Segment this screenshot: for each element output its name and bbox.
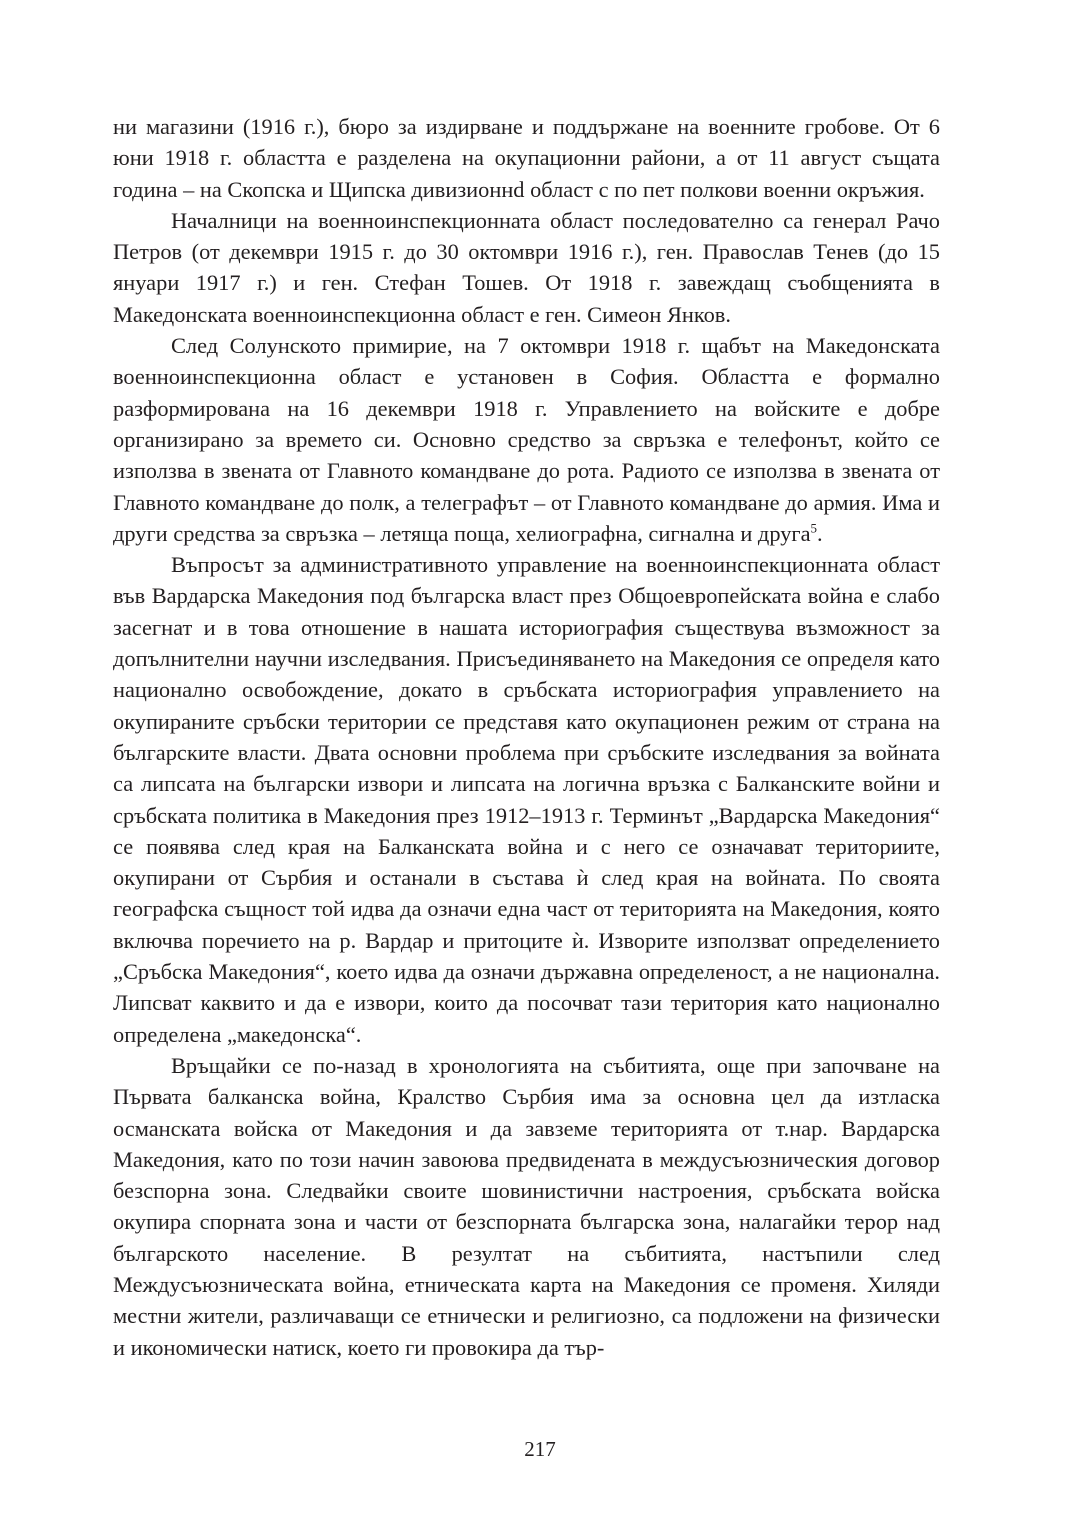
page-number: 217	[524, 1437, 556, 1461]
paragraph-1-text: ни магазини (1916 г.), бюро за издирване и поддържане на военните гробове. От 6 юни 1918 г. областта е разделена на окупационни райони, а от 11 август същата година – на Скопска и Щипска дивизионнd област с по пет полкови военни окръжия.	[113, 114, 940, 202]
paragraph-4	[113, 549, 940, 1050]
paragraph-2-text: Началници на военноинспекционната област последователно са генерал Рачо Петров (от декември 1915 г. до 30 октомври 1916 г.), ген. Православ Тенев (до 15 януари 1917 г.) и ген. Стефан Тошев. От 1918 г. завеждащ съобщенията в Македонската военноинспекционна област е ген. Симеон Янков.	[113, 207, 940, 327]
footnote-reference: 5	[810, 520, 818, 536]
paragraph-3-text: След Солунското примирие, на 7 октомври 1918 г. щабът на Македонската военноинспекционна област е установен в София. Областта е формално разформирована на 16 декември 1918 г. Управлението на войските е добре организирано за времето си. Основно средство за свръзка е телефонът, който се използва в звената от Главното командване до рота. Радиото се използва в звената от Главното командване до полк, а телеграфът – от Главното командване до армия. Има и други средства за свръзка – летяща поща, хелиографна, сигнална и друга	[113, 333, 940, 546]
paragraph-5-text: Връщайки се по-назад в хронологията на събитията, още при започване на Първата балканска война, Кралство Сърбия има за основна цел да изтласка османската войска от Македония и да завземе територията от т.нар. Вардарска Македония, като по този начин завоюва предвидената в междусъюзническия договор безспорна зона. Следвайки своите шовинистични настроения, сръбската войска окупира спорната зона и части от безспорната българска зона, налагайки терор над българското население. В резултат на събитията, настъпили след Междусъюзническата война, етническата карта на Македония се променя. Хиляди местни жители, различаващи се етнически и религиозно, са подложени на физически и икономически натиск, което ги провокира да тър-	[113, 1052, 940, 1360]
paragraph-1	[113, 111, 940, 205]
paragraph-3-tail: .	[817, 520, 823, 546]
paragraph-4-text: Въпросът за административното управление на военноинспекционната област във Вардарска Македония под българска власт през Общоевропейската война е слабо засегнат и в това отношение в нашата историография съществува възможност за допълнителни научни изследвания. Присъединяването на Македония се определя като национално освобождение, докато в сръбската историография управлението на окупираните сръбски територии се представя като окупационен режим от страна на българските власти. Двата основни проблема при сръбските изследвания за войната са липсата на български извори и липсата на логична връзка с Балканските войни и сръбската политика в Македония през 1912–1913 г. Терминът „Вардарска Македония“ се появява след края на Балканската война и с него се означават териториите, окупирани от Сърбия и останали в състава ѝ след края на войната. По своята географска същност той идва да означи една част от територията на Македония, която включва поречието на р. Вардар и притоците ѝ. Изворите използват определението „Сръбска Македония“, което идва да означи държавна определеност, а не национална. Липсват каквито и да е извори, които да посочват тази територия като национално определена „македонска“.	[113, 552, 940, 1047]
paragraph-3	[113, 330, 940, 549]
body-text	[113, 111, 940, 1363]
paragraph-2	[113, 205, 940, 330]
paragraph-5	[113, 1050, 940, 1363]
